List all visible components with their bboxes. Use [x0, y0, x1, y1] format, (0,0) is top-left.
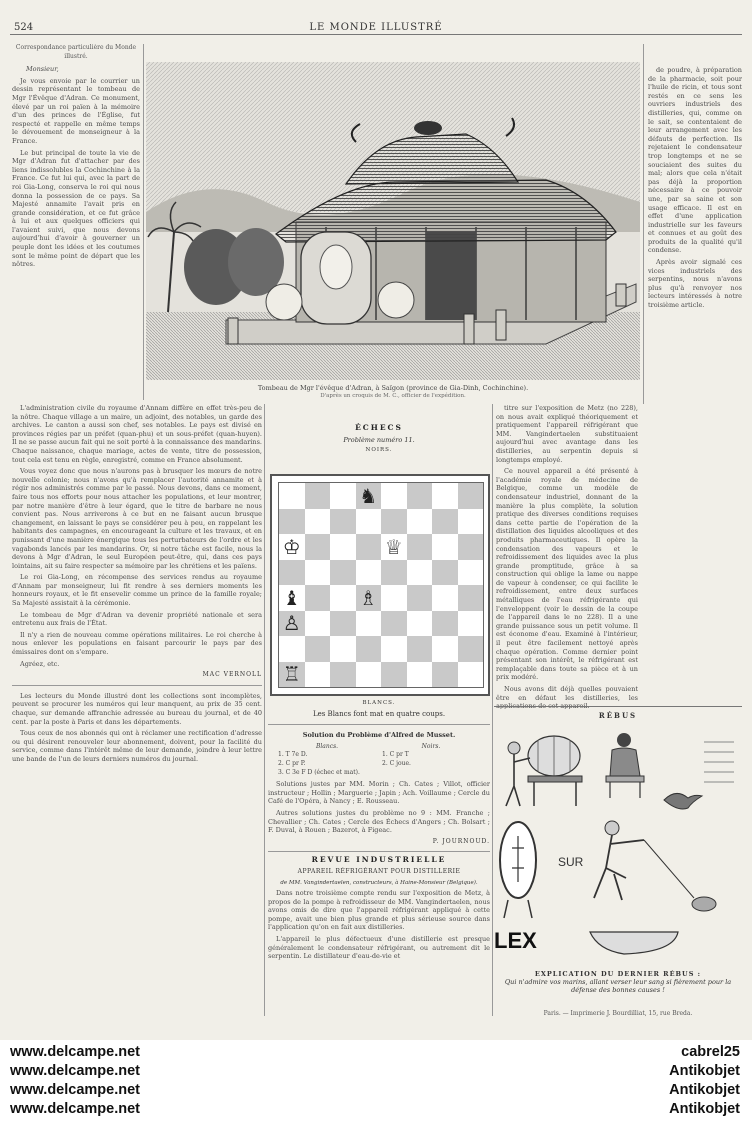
letter-paragraph: L'administration civile du royaume d'Annam diffère en effet très-peu de la nôtre. Chaque village a un maire, un adjoint, des notables, un garde des archives. Le canton a aussi son chef, ses notables. Le pays est divisé en provinces régies par un préfet (quan-phu) et un sous-préfet (quan-huyen). Il ne se passe aucun fait qui ne soit porté à la connaissance des mandarins. Chaque naissance, chaque mariage, actes de vente, titre de possession, tout cela est tenu en règle, enregistré, comme en France absolument. — [12, 404, 262, 464]
chess-square — [381, 534, 407, 560]
chess-square — [356, 483, 382, 509]
chess-square — [356, 585, 382, 611]
chess-square — [356, 636, 382, 662]
chess-square — [458, 585, 484, 611]
rebus-illustration — [494, 728, 742, 968]
notice-paragraph: Les lecteurs du Monde illustré dont les collections sont incomplètes, peuvent se procurer les numéros qui leur manquent, au prix de 35 cent. chaque, sur demande affranchie adressée au bureau du journal, et de 40 cent. par la poste à Paris et dans les départements. — [12, 691, 262, 726]
chess-piece-icon: ♝ — [282, 585, 301, 610]
rebus-explanation — [494, 970, 742, 994]
chess-square — [356, 509, 382, 535]
chess-square — [330, 636, 356, 662]
solution-move: 1. C pr T — [382, 751, 409, 759]
chess-square — [432, 560, 458, 586]
column-divider — [143, 44, 144, 400]
chess-square — [381, 662, 407, 688]
chess-header — [268, 420, 490, 480]
column-correspondence-continued — [12, 404, 262, 1024]
rebus-explanation-title: EXPLICATION DU DERNIER RÉBUS : — [534, 970, 702, 978]
revue-subtitle: APPAREIL RÉFRIGÉRANT POUR DISTILLERIE — [297, 867, 461, 875]
chess-square — [432, 534, 458, 560]
chess-square — [432, 509, 458, 535]
chess-square — [407, 585, 433, 611]
chess-paragraph: Autres solutions justes du problème no 9 : MM. Franche ; Chevallier ; Ch. Cates ; Cercle des Échecs d'Angers ; Ch. Bolsart ; F. Duval, à Rouen ; Bazerot, à Figeac. — [268, 808, 490, 835]
chess-square — [381, 611, 407, 637]
chess-square — [407, 662, 433, 688]
chess-square — [330, 483, 356, 509]
notice-paragraph: Tous ceux de nos abonnés qui ont à réclamer une rectification d'adresse ou qui désirent renouveler leur abonnement, doivent, pour la facilité du service, comme dans l'intérêt même de leur demande, joindre à leur lettre une bande de l'un de leurs derniers numéros du journal. — [12, 729, 262, 763]
chess-square — [432, 611, 458, 637]
chess-square — [279, 636, 305, 662]
letter-paragraph: Le roi Gia-Long, en récompense des services rendus au royaume d'Annam par monseigneur, lui fit rendre à ses derniers moments les honneurs royaux, et le fit ensevelir comme un prince de la famille royale; Sa Majesté assistait à la cérémonie. — [12, 573, 262, 608]
industrial-paragraph: titre sur l'exposition de Metz (no 228), on nous avait expliqué théoriquement et pratiquement l'appareil réfrigérant que MM. Vangindertaelen substituaient aujourd'hui avec avantage dans les distilleries, au serpentin depuis si longtemps employé. — [496, 404, 638, 464]
chess-square — [381, 636, 407, 662]
chess-square — [279, 509, 305, 535]
revue-byline: de MM. Vangindertaelen, constructeurs, à Haine-Monsieur (Belgique). — [280, 879, 478, 886]
chess-square — [330, 611, 356, 637]
chess-paragraph: Solutions justes par MM. Morin ; Ch. Cates ; Villot, officier instructeur ; Hollin ; Marguerie ; Japin ; Ach. Voillaume ; Cercle du Café de l'Opéra, à Nancy ; E. Rousseau. — [268, 780, 490, 806]
chess-square — [279, 560, 305, 586]
chess-square — [305, 662, 331, 688]
chess-square — [356, 662, 382, 688]
chess-square — [432, 636, 458, 662]
industrial-paragraph: Nous avons dit déjà quelles pouvaient être en défaut les distilleries, les — [496, 685, 638, 702]
chess-instruction: Les Blancs font mat en quatre coups. — [312, 709, 446, 718]
column-divider — [643, 44, 644, 404]
chess-white-label: BLANCS. — [362, 700, 396, 706]
rebus-explanation-text: Qui n'admire vos marins, allant verser leur sang si fièrement pour la défense des bonnes causes ! — [504, 978, 732, 994]
chess-square — [330, 585, 356, 611]
chess-solutions — [268, 697, 490, 1027]
solution-move: 2. C pr P. — [278, 759, 306, 767]
letter-paragraph: Il n'y a rien de nouveau comme opérations militaires. Le roi cherche à nous enlever les populations en faisant parcourir le pays par des émissaires dont on s'empare. — [12, 630, 262, 657]
solution-move: 2. C joue. — [382, 759, 411, 767]
rebus-title: RÉBUS — [598, 711, 638, 720]
chess-square — [305, 483, 331, 509]
chess-square — [356, 560, 382, 586]
chess-board-frame — [270, 474, 490, 696]
chess-square — [279, 585, 305, 611]
chess-square — [407, 509, 433, 535]
chess-square — [305, 560, 331, 586]
chess-square — [407, 534, 433, 560]
divider — [268, 851, 490, 852]
chess-square — [279, 534, 305, 560]
watermark-right: cabrel25 — [681, 1044, 740, 1060]
rebus-word-sur: SUR — [558, 855, 584, 869]
industrial-paragraph: Ce nouvel appareil a été présenté à l'académie royale de médecine de Belgique, comme un modèle de condensateur industriel, donnant de la manière la plus complète, la solution pratique des diverses conditions requises dans cette partie de l'opération de la distillation des liquides alcooliques et des produits pharmaceutiques. Il opère la condensation des vapeurs et le refroidissement des liquides avec la plus grande promptitude, grâce à sa construction qui oblige la lame ou nappe de vapeur à condenser, ce qui facilite le refroidissement, entre deux surfaces métalliques de l'eau réfrigérante qui l'enveloppent (voir le dessin de la coupe de l'appareil dans le no 228). Il a une grande puissance sous un petit volume. Il est économe d'eau. Examiné à l'intérieur, il peut être facilement nettoyé après chaque opération. Comme dernier point présentant son intérêt, le réfrigérant est remplaçable dans toute sa pièce et à un prix modéré. — [496, 467, 638, 682]
letter-paragraph: Je vous envoie par le courrier un dessin représentant le tombeau de Mgr l'Évêque d'Adran. Ce monument, élevé par un roi païen à la mémoire d'un des princes de l'Église, fut respecté et rappelle en même temps le dévouement de monseigneur à la France. — [12, 76, 140, 145]
chess-square — [305, 611, 331, 637]
chess-square — [432, 483, 458, 509]
chess-piece-icon: ♗ — [359, 585, 378, 610]
watermark-left: www.delcampe.net — [10, 1101, 140, 1117]
illustration-caption: Tombeau de Mgr l'évêque d'Adran, à Saïgon (province de Gia-Dinh, Cochinchine). — [257, 384, 529, 392]
chess-problem-number: Problème numéro 11. — [343, 435, 415, 444]
solution-white-head: Blancs. — [315, 742, 339, 750]
column-right — [648, 66, 742, 706]
revue-paragraph: Dans notre troisième compte rendu sur l'exposition de Metz, à propos de la pompe à refroidisseur de MM. Vangindertaelen, nous avons omis de dire que l'appareil réfrigérant appliqué à cette pompe, avait une bien plus grande et plus sérieuse source dans l'application qu'on en fait aux distilleries. — [268, 889, 490, 932]
letter-paragraph: Le tombeau de Mgr d'Adran va devenir propriété nationale et sera entretenu aux frais de l'État. — [12, 610, 262, 628]
right-paragraph: de poudre, à préparation de la pharmacie, soit pour l'huile de ricin, et tous sont restés en ce sens les ouvriers industriels des distilleries, qui, comme on le sait, se contentaient de leur arrangement avec les défauts de perfection. Ils rejetaient le condensateur trop longtemps et ne se souciaient des suites du mal; alors que cela n'était pas déjà la proportion nécessaire à ce pouvoir une, par sa saine et son usage efficace. Il est en effet d'une application industrielle sur les faveurs et connues et au goût des produits de la qualité qu'il condense. — [648, 66, 742, 255]
watermark-left: www.delcampe.net — [10, 1063, 140, 1079]
solution-move: 1. T 7e D. — [278, 751, 308, 759]
chess-square — [381, 509, 407, 535]
rebus-word-lex: LEX — [494, 928, 537, 953]
chess-section-title: ÉCHECS — [355, 423, 403, 432]
chess-piece-icon: ♔ — [282, 534, 301, 559]
chess-square — [356, 534, 382, 560]
chess-square — [279, 662, 305, 688]
chess-square — [330, 509, 356, 535]
watermark-right: Antikobjet — [669, 1101, 740, 1117]
chess-square — [330, 534, 356, 560]
salutation: Monsieur, — [26, 65, 59, 74]
letter-signature: MAC VERNOLL — [202, 671, 262, 679]
chess-square — [305, 534, 331, 560]
printer-line: Paris. — Imprimerie J. Bourdilliat, 15, rue Breda. — [543, 1010, 693, 1017]
chess-square — [330, 560, 356, 586]
solution-black-head: Noirs. — [421, 742, 441, 750]
chess-piece-icon: ♞ — [359, 483, 378, 508]
correspondence-heading: Correspondance particulière du Monde illustré. — [15, 44, 137, 60]
right-paragraph: Après avoir signalé ces vices industriels des serpentins, nous n'avons plus qu'à renvoyer nos lecteurs intéressés à notre troisième article. — [648, 258, 742, 310]
letter-paragraph: Vous voyez donc que nous n'aurons pas à brusquer les mœurs de notre nouvelle colonie; nous n'avons qu'à remplacer l'autorité annamite et à régir nos administrés comme par le passé. Nous devons, dans ce moment, faire tous nos efforts pour nous attacher les populations, et leur montrer, par notre manière d'être à leur égard, que le titre de barbare ne nous convient pas. Nous arriverons à ce but en ne faisant aucun brusque changement, en laissant le pays se considérer peu à peu, en rappelant les habitants des campagnes, en encourageant la culture et les travaux, et en punissant d'une manière énergique tous les perturbateurs de l'ordre et les vagabonds lancés par les mandarins. Or, si notre tâche est facile, nous la devons à Mgr d'Adran, le seul Européen peut-être, qui, dans ces pays lointains, ait su faire respecter sa mémoire par les chrétiens et les païens. — [12, 467, 262, 570]
chess-square — [458, 534, 484, 560]
column-industrial — [496, 404, 638, 709]
column-divider — [264, 404, 265, 1016]
chess-square — [407, 611, 433, 637]
solution-move — [382, 769, 480, 778]
letter-paragraph: Agréez, etc. — [20, 659, 60, 668]
watermark-right: Antikobjet — [669, 1082, 740, 1098]
chess-square — [432, 585, 458, 611]
chess-black-label: NOIRS. — [365, 447, 393, 454]
chess-square — [407, 560, 433, 586]
watermark-right: Antikobjet — [669, 1063, 740, 1079]
chess-square — [330, 662, 356, 688]
chess-square — [381, 560, 407, 586]
chess-square — [458, 483, 484, 509]
chess-signature: P. JOURNOUD. — [432, 837, 490, 845]
header-rule — [10, 34, 742, 35]
chess-square — [458, 560, 484, 586]
chess-square — [381, 483, 407, 509]
journal-title: LE MONDE ILLUSTRÉ — [309, 22, 443, 33]
chess-board — [278, 482, 484, 688]
chess-square — [407, 483, 433, 509]
illustration-credit: D'après un croquis de M. C., officier de l'expédition. — [320, 393, 466, 399]
revue-paragraph: L'appareil le plus défectueux d'une distillerie est presque généralement le condensateur réfrigérant, ou autrement dit le serpentin. Le distillateur d'eau-de-vie et — [268, 935, 490, 961]
solution-title: Solution du Problème d'Alfred de Musset. — [302, 731, 456, 740]
chess-square — [407, 636, 433, 662]
chess-piece-icon: ♙ — [282, 611, 301, 636]
solution-move: 3. C 3e F D (échec et mat). — [278, 768, 360, 776]
chess-square — [458, 662, 484, 688]
chess-piece-icon: ♕ — [384, 534, 403, 559]
chess-square — [305, 585, 331, 611]
chess-square — [356, 611, 382, 637]
revue-title: REVUE INDUSTRIELLE — [311, 855, 447, 865]
page-number: 524 — [14, 22, 34, 33]
chess-piece-icon: ♖ — [282, 662, 301, 687]
watermark-area — [0, 1040, 752, 1131]
watermark-left: www.delcampe.net — [10, 1044, 140, 1060]
chess-square — [458, 611, 484, 637]
chess-square — [305, 636, 331, 662]
chess-square — [279, 483, 305, 509]
chess-square — [458, 509, 484, 535]
letter-paragraph: Le but principal de toute la vie de Mgr d'Adran fut d'attacher par des liens indissolubles la Cochinchine à la France. Ce fut lui qui, avec la part de roi Gia-Long, conserva le roi qui nous donna la possession de ce pays. Sa Majesté annamite l'avait pris en grande considération, et ce fut grâce à lui et aux quelques officiers qui l'avaient suivi, que nous devons aujourd'hui d'avoir à gouverner un peuple dont les idées et les coutumes sont le même point de départ que les nôtres. — [12, 148, 140, 269]
tomb-engraving — [146, 62, 640, 380]
chess-square — [432, 662, 458, 688]
chess-square — [381, 585, 407, 611]
chess-square — [458, 636, 484, 662]
column-divider — [492, 404, 493, 1016]
divider — [268, 724, 490, 725]
divider — [12, 685, 262, 686]
chess-square — [279, 611, 305, 637]
watermark-left: www.delcampe.net — [10, 1082, 140, 1098]
rebus-rule — [494, 706, 742, 707]
chess-square — [305, 509, 331, 535]
page-header — [0, 14, 752, 34]
solution-table — [278, 743, 480, 777]
